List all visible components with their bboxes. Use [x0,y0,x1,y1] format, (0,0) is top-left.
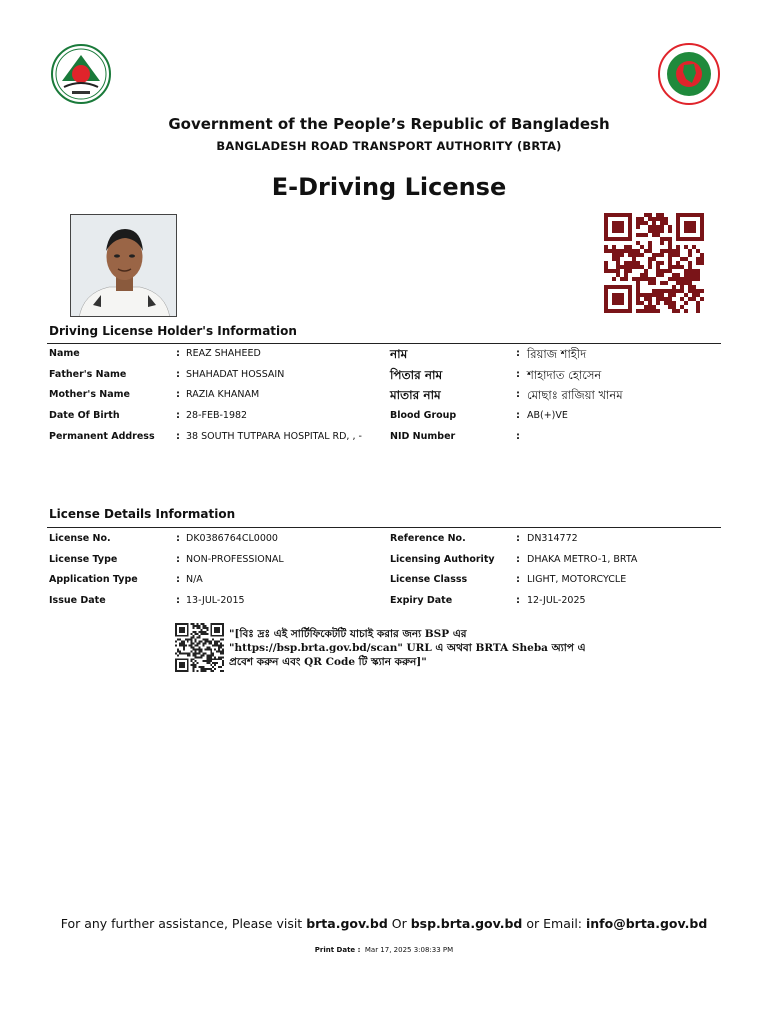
field-separator: : [516,368,520,380]
assistance-footer [0,916,768,931]
license-left-label: License No. [49,533,111,544]
field-separator: : [176,410,180,422]
field-separator: : [176,368,180,380]
holder-left-label: Name [49,348,80,359]
footer-prefix: For any further assistance, Please visit [60,916,307,931]
field-separator: : [176,553,180,565]
field-separator: : [176,574,180,586]
verification-note: "[বিঃ দ্রঃ এই সার্টিফিকেটটি যাচাই করার জন্য BSP এর "https://bsp.brta.gov.bd/scan" URL এ অথবা BRTA Sheba অ্যাপ এ প্রবেশ করুন এবং QR Code টি স্ক্যান করুন]" [229,628,586,668]
holder-left-value: SHAHADAT HOSSAIN [186,368,285,380]
license-left-value: NON-PROFESSIONAL [186,553,284,565]
field-separator: : [176,595,180,607]
document-title: E-Driving License [271,173,507,201]
holder-right-label: নাম [390,347,408,361]
license-right-value: LIGHT, MOTORCYCLE [527,574,627,586]
holder-section-divider [47,343,721,344]
holder-left-value: REAZ SHAHEED [186,348,261,359]
license-right-value: 12-JUL-2025 [527,595,586,607]
license-left-label: License Type [49,553,118,565]
field-separator: : [176,348,180,359]
license-left-value: DK0386764CL0000 [186,533,278,544]
brta-website-link[interactable]: brta.gov.bd [306,916,388,931]
holder-left-label: Date Of Birth [49,410,120,422]
email-link[interactable]: info@brta.gov.bd [586,916,708,931]
holder-right-label: পিতার নাম [390,367,443,382]
holder-right-value: রিয়াজ শাহীদ [527,347,587,361]
license-right-label: Expiry Date [390,595,453,607]
footer-or-1: Or [387,916,411,931]
footer-or-2: or Email: [522,916,586,931]
holder-left-value: RAZIA KHANAM [186,389,260,401]
holder-right-label: Blood Group [390,410,457,422]
field-separator: : [516,389,520,401]
license-right-label: License Classs [390,574,468,586]
verification-qr-code [601,213,707,313]
field-separator: : [516,574,520,586]
holder-left-label: Permanent Address [49,430,155,442]
field-separator: : [176,389,180,401]
holder-left-label: Mother's Name [49,389,130,401]
field-separator: : [176,533,180,544]
license-section-title: License Details Information [49,507,236,521]
license-left-value: 13-JUL-2015 [186,595,245,607]
print-date-value: Mar 17, 2025 3:08:33 PM [364,946,454,954]
license-right-value: DHAKA METRO-1, BRTA [527,553,638,565]
license-right-label: Reference No. [390,533,466,544]
holder-right-label: NID Number [390,430,456,442]
brta-logo [50,43,112,105]
license-left-label: Application Type [49,574,138,586]
license-section-divider [47,527,721,528]
holder-left-value: 38 SOUTH TUTPARA HOSPITAL RD, , - [186,430,362,442]
field-separator: : [176,430,180,442]
license-right-value: DN314772 [527,533,578,544]
print-date-line [0,946,768,954]
field-separator: : [516,410,520,422]
field-separator: : [516,533,520,544]
government-seal-logo [656,43,722,105]
authority-name: BANGLADESH ROAD TRANSPORT AUTHORITY (BRTA) [216,139,562,153]
field-separator: : [516,553,520,565]
field-separator: : [516,430,520,442]
license-left-label: Issue Date [49,595,106,607]
holder-left-value: 28-FEB-1982 [186,410,248,422]
bsp-website-link[interactable]: bsp.brta.gov.bd [410,916,523,931]
holder-right-label: মাতার নাম [390,388,441,403]
holder-right-value: শাহাদাত হোসেন [527,367,602,382]
holder-right-value: AB(+)VE [527,410,568,422]
print-date-label: Print Date : [314,946,361,954]
holder-left-label: Father's Name [49,368,127,380]
field-separator: : [516,348,520,359]
holder-section-title: Driving License Holder's Information [49,324,297,338]
bsp-scan-qr-code [174,623,225,672]
field-separator: : [516,595,520,607]
license-right-label: Licensing Authority [390,553,495,565]
government-title: Government of the People’s Republic of Bangladesh [168,115,610,133]
holder-right-value: মোছাঃ রাজিয়া খানম [527,388,623,403]
license-left-value: N/A [186,574,203,586]
holder-photo [70,214,177,317]
